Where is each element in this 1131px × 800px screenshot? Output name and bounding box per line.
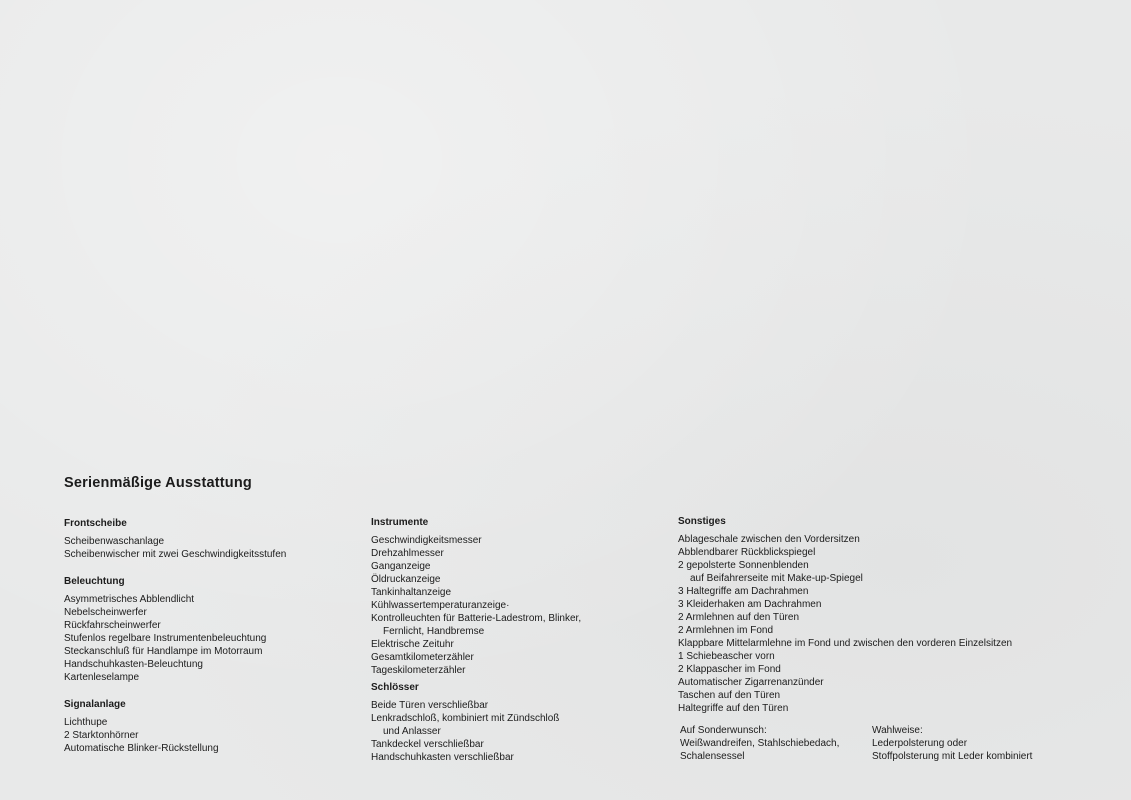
list-item: Gesamtkilometerzähler — [371, 652, 474, 663]
section-items — [64, 716, 354, 755]
list-item: Drehzahlmesser — [371, 548, 444, 559]
list-item: Stufenlos regelbare Instrumentenbeleuchtung — [64, 633, 267, 644]
list-item: 2 Klappascher im Fond — [678, 664, 781, 675]
list-item: Kontrolleuchten für Batterie-Ladestrom, Blinker, — [371, 613, 582, 624]
column-2 — [371, 516, 661, 778]
list-item-continued: auf Beifahrerseite mit Make-up-Spiegel — [690, 573, 863, 584]
section-items — [371, 534, 661, 677]
list-item-continued: und Anlasser — [383, 726, 441, 737]
alternative-equipment — [872, 724, 1092, 763]
section-heading: Beleuchtung — [64, 576, 125, 587]
section-signalanlage — [64, 698, 354, 755]
list-item: Beide Türen verschließbar — [371, 700, 489, 711]
list-item: Tankdeckel verschließbar — [371, 739, 484, 750]
section-items — [678, 533, 1098, 715]
list-item: 3 Haltegriffe am Dachrahmen — [678, 586, 809, 597]
list-item: Asymmetrisches Abblendlicht — [64, 594, 195, 605]
list-item: Lichthupe — [64, 717, 108, 728]
list-item: Klappbare Mittelarmlehne im Fond und zwischen den vorderen Einzelsitzen — [678, 638, 1013, 649]
list-item: Rückfahrscheinwerfer — [64, 620, 161, 631]
list-item: Öldruckanzeige — [371, 574, 441, 585]
list-item: Steckanschluß für Handlampe im Motorraum — [64, 646, 263, 657]
list-item: Haltegriffe auf den Türen — [678, 703, 789, 714]
section-heading: Instrumente — [371, 517, 429, 528]
column-1 — [64, 517, 354, 769]
list-item: Handschuhkasten-Beleuchtung — [64, 659, 203, 670]
section-heading: Frontscheibe — [64, 518, 127, 529]
section-items — [371, 699, 661, 764]
list-item: Tankinhaltanzeige — [371, 587, 452, 598]
list-item: Tageskilometerzähler — [371, 665, 466, 676]
list-item: Schalensessel — [680, 751, 745, 762]
list-item: Abblendbarer Rückblickspiegel — [678, 547, 816, 558]
section-frontscheibe — [64, 517, 354, 561]
optional-label: Auf Sonderwunsch: — [680, 725, 767, 736]
optional-equipment — [680, 724, 865, 763]
section-items — [64, 535, 354, 561]
list-item: Kartenleselampe — [64, 672, 140, 683]
list-item: Scheibenwischer mit zwei Geschwindigkeitsstufen — [64, 549, 287, 560]
list-item: 2 Armlehnen im Fond — [678, 625, 774, 636]
alternative-label: Wahlweise: — [872, 725, 923, 736]
section-heading: Schlösser — [371, 682, 419, 693]
list-item: Ablageschale zwischen den Vordersitzen — [678, 534, 860, 545]
list-item: Lederpolsterung oder — [872, 738, 968, 749]
list-item: Weißwandreifen, Stahlschiebedach, — [680, 738, 840, 749]
section-instrumente — [371, 516, 661, 677]
list-item: 2 Starktonhörner — [64, 730, 139, 741]
section-heading: Sonstiges — [678, 516, 726, 527]
list-item-continued: Fernlicht, Handbremse — [383, 626, 485, 637]
list-item: Lenkradschloß, kombiniert mit Zündschloß — [371, 713, 560, 724]
list-item: 2 gepolsterte Sonnenblenden — [678, 560, 809, 571]
list-item: 3 Kleiderhaken am Dachrahmen — [678, 599, 822, 610]
list-item: Stoffpolsterung mit Leder kombiniert — [872, 751, 1033, 762]
list-item: Automatischer Zigarrenanzünder — [678, 677, 824, 688]
column-3 — [678, 515, 1098, 729]
list-item: Handschuhkasten verschließbar — [371, 752, 514, 763]
list-item: 2 Armlehnen auf den Türen — [678, 612, 800, 623]
list-item: Elektrische Zeituhr — [371, 639, 454, 650]
list-item: Ganganzeige — [371, 561, 431, 572]
section-heading: Signalanlage — [64, 699, 126, 710]
list-item: Scheibenwaschanlage — [64, 536, 165, 547]
list-item: Geschwindigkeitsmesser — [371, 535, 482, 546]
list-item: Nebelscheinwerfer — [64, 607, 147, 618]
list-item: Taschen auf den Türen — [678, 690, 781, 701]
list-item: Automatische Blinker-Rückstellung — [64, 743, 219, 754]
list-item: 1 Schiebeascher vorn — [678, 651, 775, 662]
list-item: Kühlwassertemperaturanzeige· — [371, 600, 510, 611]
section-items — [64, 593, 354, 684]
page-title: Serienmäßige Ausstattung — [64, 475, 252, 491]
section-schloesser — [371, 681, 661, 764]
section-beleuchtung — [64, 575, 354, 684]
section-sonstiges — [678, 515, 1098, 715]
